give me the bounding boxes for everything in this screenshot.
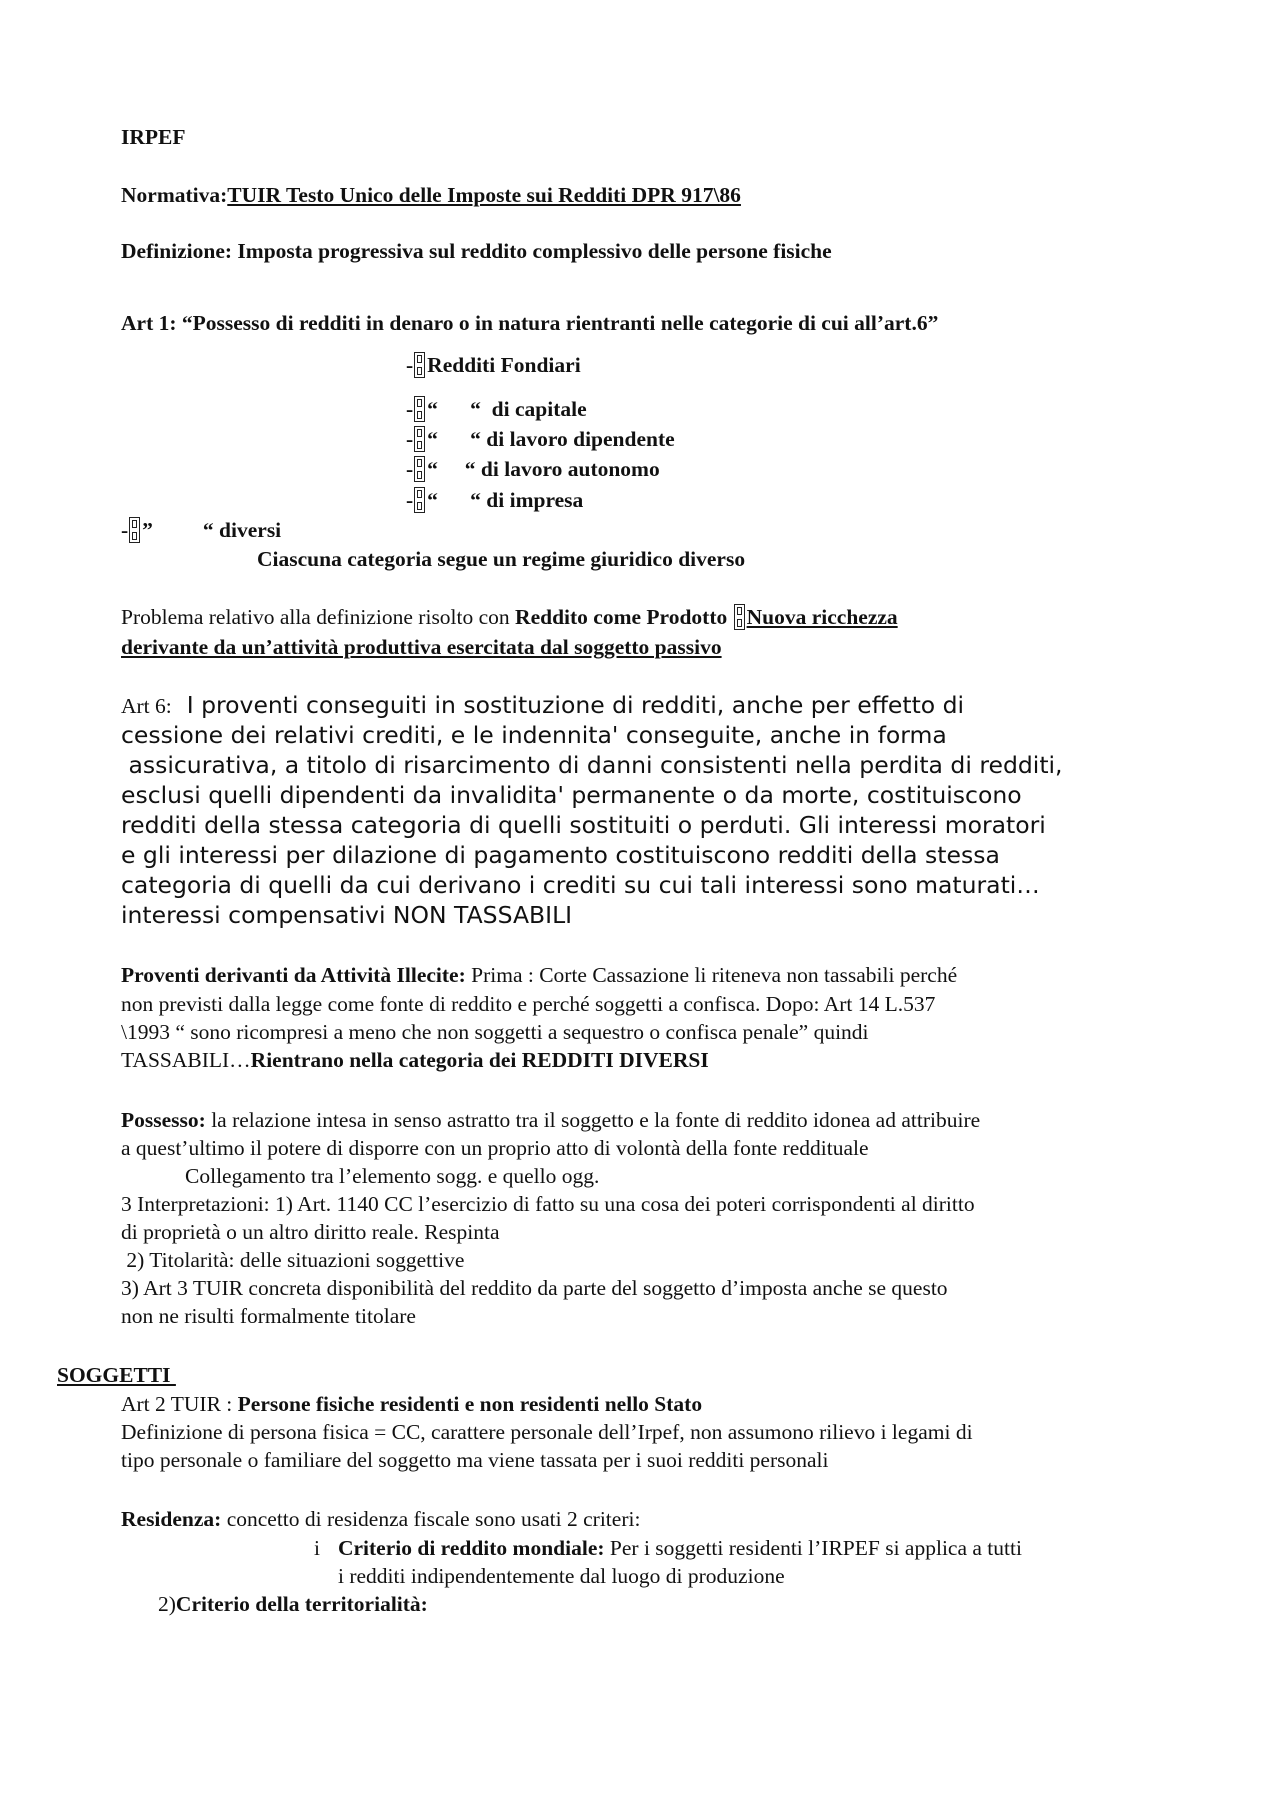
art6-text: I proventi conseguiti in sostituzione di redditi, anche per effetto di	[171, 691, 965, 719]
missing-glyph-icon	[129, 517, 140, 543]
missing-glyph-icon	[414, 456, 425, 482]
list-number: 2)	[158, 1592, 176, 1616]
art2-bold: Persone fisiche residenti e non residenti nello Stato	[237, 1392, 703, 1416]
art6-line: cessione dei relativi crediti, e le indennita' conseguite, anche in forma	[121, 721, 947, 749]
art6-line: assicurativa, a titolo di risarcimento di danni consistenti nella perdita di redditi,	[121, 751, 1063, 779]
possesso-line: a quest’ultimo il potere di disporre con un proprio atto di volontà della fonte reddituale	[121, 1136, 869, 1160]
categoria-label: “ “ di impresa	[427, 488, 584, 512]
categoria-item: - “ “ di capitale	[406, 397, 587, 421]
art6-line: esclusi quelli dipendenti da invalidita' permanente o da morte, costituiscono	[121, 781, 1022, 809]
proventi-text: Prima : Corte Cassazione li riteneva non tassabili perché	[465, 963, 958, 987]
categoria-item-diversi: - ” “ diversi	[121, 518, 282, 542]
proventi-line: \1993 “ sono ricompresi a meno che non soggetti a sequestro o confisca penale” quindi	[121, 1020, 869, 1044]
categoria-item: - “ “ di impresa	[406, 488, 584, 512]
soggetti-line	[121, 1391, 702, 1417]
residenza-item-1	[314, 1535, 1022, 1561]
possesso-line: di proprietà o un altro diritto reale. Respinta	[121, 1220, 500, 1244]
art6-line: interessi compensativi NON TASSABILI	[121, 901, 573, 929]
art6-line: categoria di quelli da cui derivano i crediti su cui tali interessi sono maturati…	[121, 871, 1040, 899]
possesso-line	[121, 1107, 980, 1133]
normativa-line	[121, 182, 741, 208]
normativa-label: Normativa:	[121, 183, 228, 207]
possesso-line: Collegamento tra l’elemento sogg. e quello ogg.	[185, 1164, 600, 1188]
diversi-label: “ diversi	[202, 518, 282, 542]
list-number: i	[314, 1536, 320, 1560]
missing-glyph-icon	[734, 604, 745, 630]
categoria-item: - “ “ di lavoro dipendente	[406, 427, 675, 451]
missing-glyph-icon	[414, 352, 425, 378]
proventi-line: non previsti dalla legge come fonte di reddito e perché soggetti a confisca. Dopo: Art 14 L.537	[121, 992, 936, 1016]
missing-glyph-icon	[414, 487, 425, 513]
possesso-line: non ne risulti formalmente titolare	[121, 1304, 416, 1328]
possesso-line: 3) Art 3 TUIR concreta disponibilità del reddito da parte del soggetto d’imposta anche se questo	[121, 1276, 948, 1300]
criterio-text: Per i soggetti residenti l’IRPEF si applica a tutti	[604, 1536, 1022, 1560]
missing-glyph-icon	[414, 396, 425, 422]
proventi-label: Proventi derivanti da Attività Illecite:	[121, 963, 466, 987]
regime-line: Ciascuna categoria segue un regime giuridico diverso	[257, 547, 746, 571]
problema-line	[121, 604, 898, 630]
proventi-text: TASSABILI…	[121, 1048, 251, 1072]
definizione-line: Definizione: Imposta progressiva sul reddito complessivo delle persone fisiche	[121, 239, 832, 263]
criterio-label: Criterio di reddito mondiale:	[337, 1536, 605, 1560]
art6-line: e gli interessi per dilazione di pagamento costituiscono redditi della stessa	[121, 841, 1000, 869]
missing-glyph-icon	[414, 426, 425, 452]
art1-line: Art 1: “Possesso di redditi in denaro o in natura rientranti nelle categorie di cui all’art.6”	[121, 311, 939, 335]
doc-title: IRPEF	[121, 125, 186, 149]
categoria-item: - Redditi Fondiari	[406, 353, 581, 377]
possesso-line: 3 Interpretazioni: 1) Art. 1140 CC l’esercizio di fatto su una cosa dei poteri corrispondenti al diritto	[121, 1192, 975, 1216]
normativa-text: TUIR Testo Unico delle Imposte sui Redditi DPR 917\86	[227, 183, 741, 207]
categoria-label: “ “ di lavoro dipendente	[427, 427, 675, 451]
art2-label: Art 2 TUIR :	[121, 1392, 238, 1416]
residenza-text: concetto di residenza fiscale sono usati 2 criteri:	[221, 1507, 641, 1531]
residenza-item-1-cont: i redditi indipendentemente dal luogo di produzione	[338, 1564, 785, 1588]
possesso-label: Possesso:	[121, 1108, 206, 1132]
proventi-bold: Rientrano nella categoria dei REDDITI DIVERSI	[250, 1048, 709, 1072]
categoria-label: “ “ di lavoro autonomo	[427, 457, 660, 481]
proventi-line	[121, 1047, 709, 1073]
categoria-label: Redditi Fondiari	[427, 353, 581, 377]
proventi-line	[121, 962, 957, 988]
soggetti-line: tipo personale o familiare del soggetto ma viene tassata per i suoi redditi personali	[121, 1448, 829, 1472]
possesso-text: la relazione intesa in senso astratto tra il soggetto e la fonte di reddito idonea ad attribuire	[205, 1108, 981, 1132]
art6-label: Art 6:	[121, 694, 172, 718]
possesso-line: 2) Titolarità: delle situazioni soggettive	[121, 1248, 465, 1272]
problema-bold: Reddito come Prodotto	[515, 605, 733, 629]
soggetti-line: Definizione di persona fisica = CC, carattere personale dell’Irpef, non assumono rilievo i legami di	[121, 1420, 973, 1444]
residenza-line	[121, 1506, 640, 1532]
problema-text: Problema relativo alla definizione risolto con	[121, 605, 516, 629]
problema-line-2: derivante da un’attività produttiva esercitata dal soggetto passivo	[121, 635, 722, 659]
residenza-label: Residenza:	[121, 1507, 222, 1531]
art6-line	[121, 690, 964, 721]
problema-underlined: Nuova ricchezza	[746, 605, 898, 629]
criterio-label: Criterio della territorialità:	[175, 1592, 428, 1616]
diversi-prefix: ”	[142, 518, 153, 542]
categoria-item: - “ “ di lavoro autonomo	[406, 457, 660, 481]
categoria-label: “ “ di capitale	[427, 397, 587, 421]
soggetti-heading: SOGGETTI	[57, 1363, 176, 1387]
art6-line: redditi della stessa categoria di quelli sostituiti o perduti. Gli interessi moratori	[121, 811, 1046, 839]
residenza-item-2	[158, 1591, 428, 1617]
